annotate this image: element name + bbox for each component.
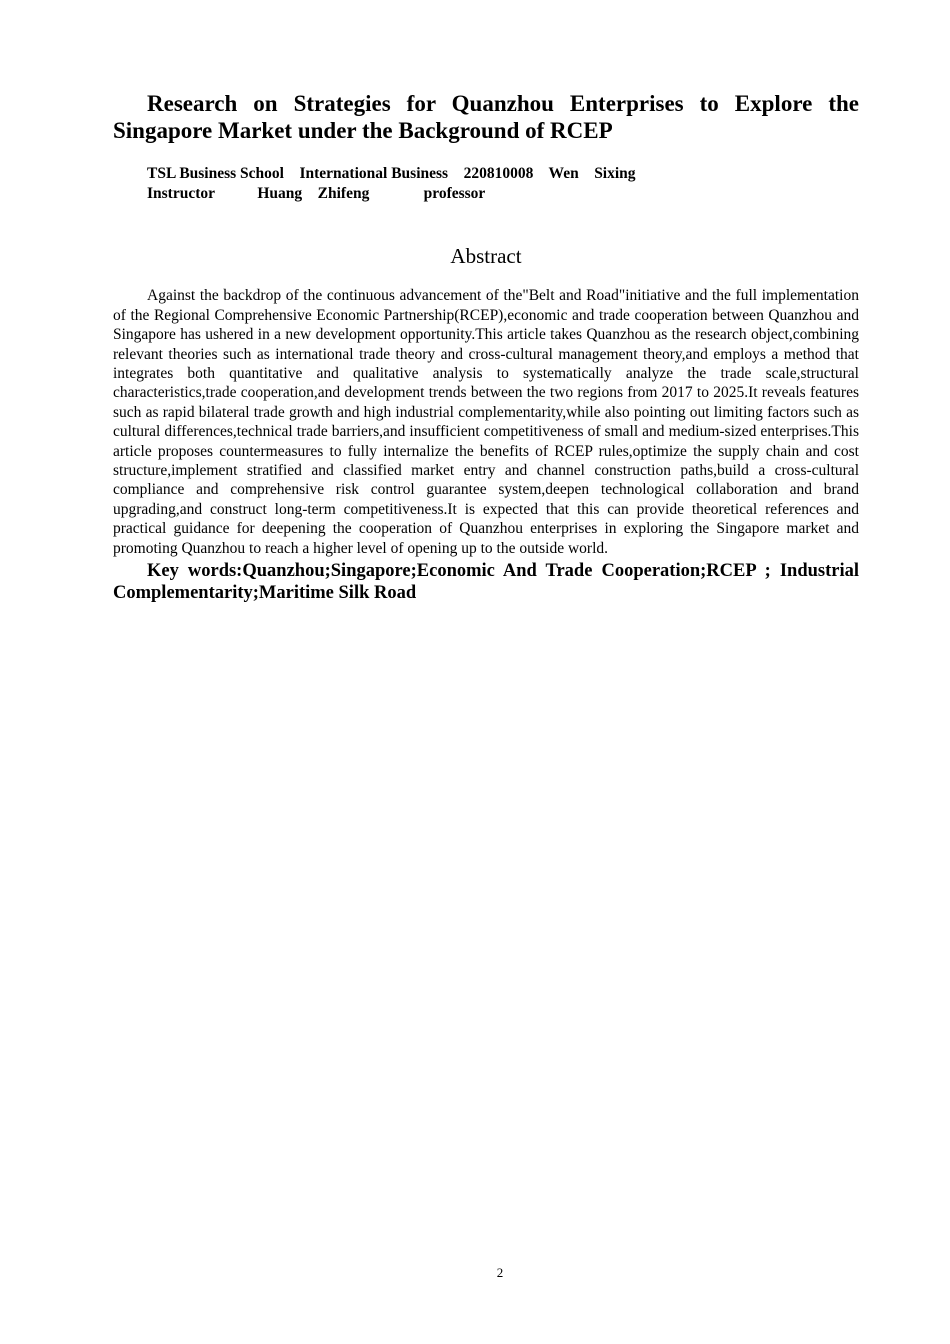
abstract-heading: Abstract [450, 244, 522, 268]
instructor-line [147, 184, 859, 204]
abstract-body: Against the backdrop of the continuous advancement of the"Belt and Road"initiative and the full implementation of the Regional Comprehensive Economic Partnership(RCEP),economic and trade cooperation between Quanzhou and Singapore has ushered in a new development opportunity.This article takes Quanzhou as the research object,combining relevant theories such as international trade theory and cross-cultural management theory,and employs a method that integrates both quantitative and qualitative analysis to systematically analyze the trade scale,structural characteristics,trade cooperation,and development trends between the two regions from 2017 to 2025.It reveals features such as rapid bilateral trade growth and high industrial complementarity,while also pointing out limiting factors such as cultural differences,technical trade barriers,and insufficient competitiveness of small and medium-sized enterprises.This article proposes countermeasures to fully internalize the benefits of RCEP rules,optimize the supply chain and cost structure,implement stratified and classified market entry and channel construction paths,build a cross-cultural compliance and comprehensive risk control guarantee system,deepen technological collaboration and brand upgrading,and construct long-term competitiveness.It is expected that this can provide theoretical references and practical guidance for deepening the cooperation of Quanzhou enterprises in exploring the Singapore market and promoting Quanzhou to reach a higher level of opening up to the outside world. [113, 287, 859, 557]
keywords: Key words:Quanzhou;Singapore;Economic And Trade Cooperation;RCEP ; Industrial Complementarity;Maritime Silk Road [113, 561, 859, 604]
paper-title: Research on Strategies for Quanzhou Enterprises to Explore the Singapore Market under the Background of RCEP [113, 91, 859, 143]
instructor-label: Instructor [147, 185, 215, 202]
major-name: International Business [299, 165, 449, 182]
student-id: 220810008 [463, 165, 534, 182]
author-info [113, 164, 859, 204]
paper-page [113, 90, 859, 604]
school-name: TSL Business School [147, 165, 284, 182]
student-name: Wen Sixing [548, 165, 636, 182]
page-number: 2 [496, 1265, 504, 1280]
instructor-name: Huang Zhifeng [257, 185, 370, 202]
author-line [147, 164, 859, 184]
instructor-title: professor [423, 185, 486, 202]
